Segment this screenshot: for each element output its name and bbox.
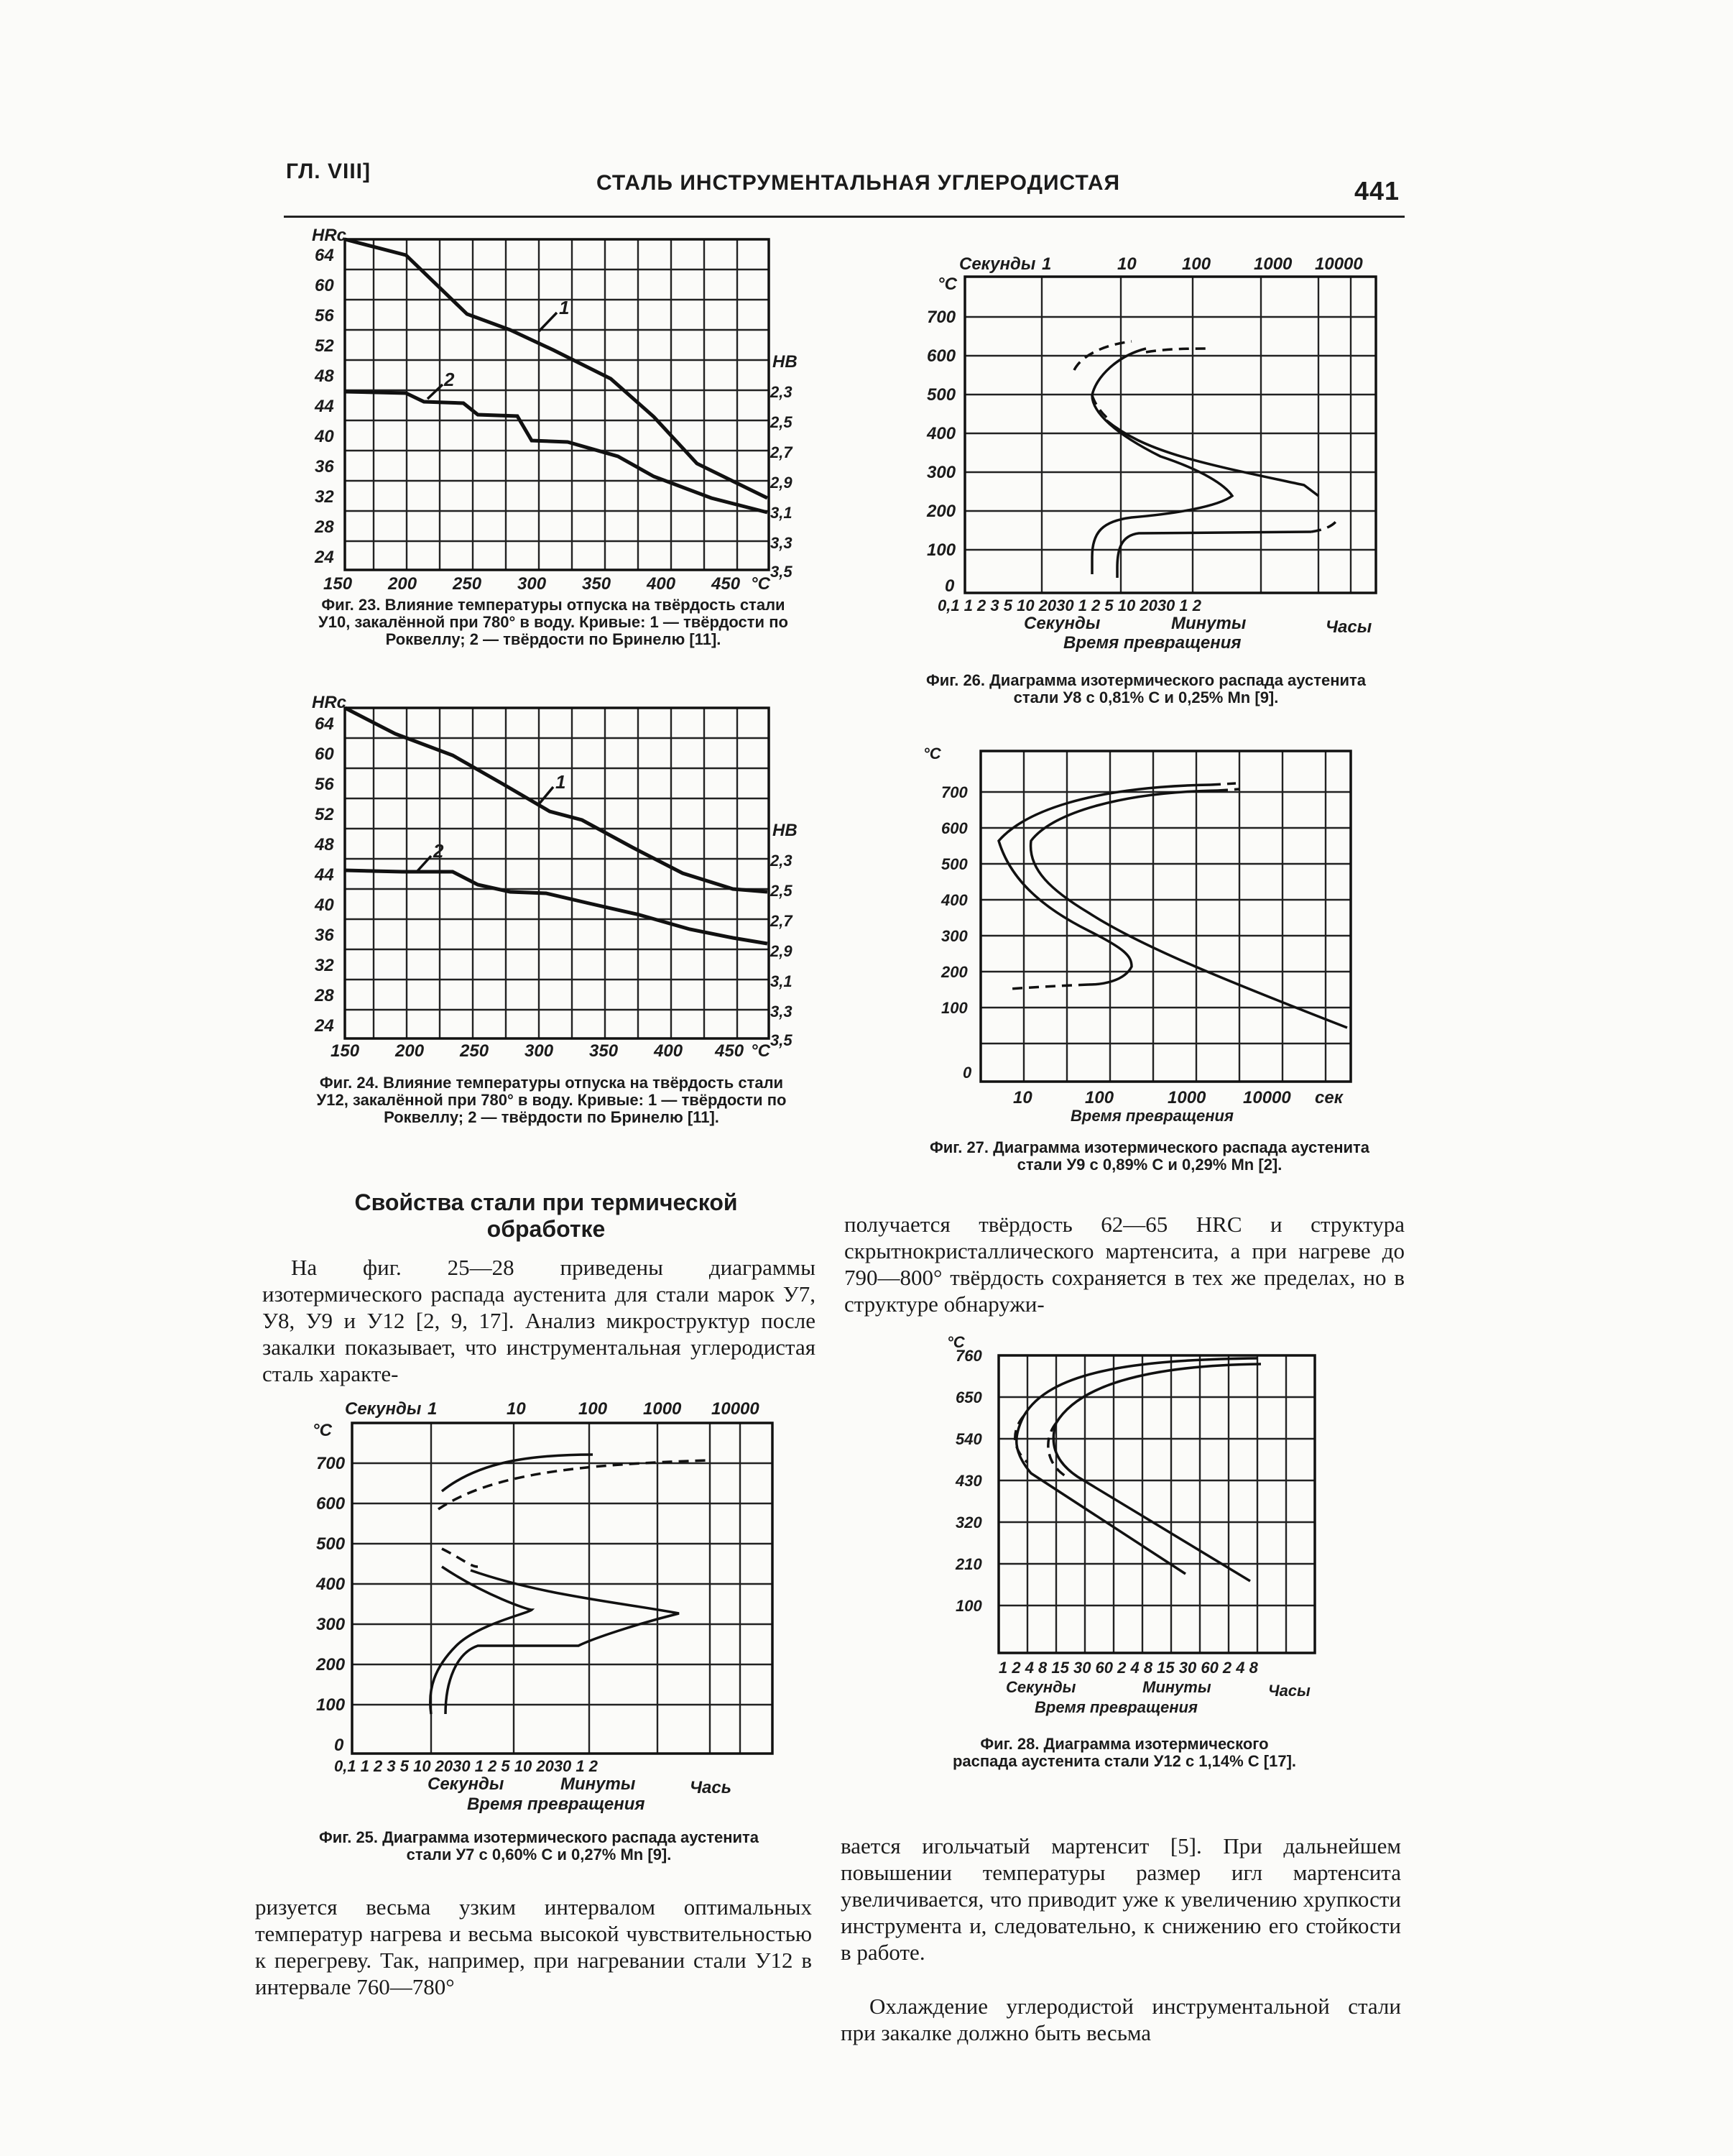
- fig27-y-tick: 600: [941, 819, 968, 837]
- fig27-x-tick: 1000: [1168, 1088, 1206, 1107]
- fig25-y-tick: 200: [316, 1655, 346, 1674]
- fig24-hb-ticks: [770, 852, 793, 1049]
- fig24-left-axis-label: HRc: [312, 693, 347, 712]
- fig24-x-ticks: [331, 1041, 771, 1061]
- figure-23-chart: [302, 226, 798, 594]
- page-number: 441: [1354, 176, 1400, 206]
- fig24-y-tick: 44: [315, 865, 334, 885]
- fig23-frame: [345, 239, 769, 570]
- fig24-y-tick: 28: [315, 986, 334, 1005]
- fig23-hb-ticks: [770, 383, 793, 581]
- figure-27-caption: Фиг. 27. Диаграмма изотермического распада аустенита стали У9 с 0,89% С и 0,29% Мn [2].: [929, 1138, 1370, 1174]
- fig26-y-tick: 200: [927, 502, 956, 521]
- fig24-y-tick: 48: [315, 835, 334, 854]
- fig24-hb-tick: 3,3: [770, 1003, 792, 1021]
- figure-28-caption: Фиг. 28. Диаграмма изотермического распада аустенита стали У12 с 1,14% С [17].: [952, 1735, 1297, 1770]
- fig24-y-tick: 36: [315, 926, 334, 945]
- fig23-hb-tick: 2,3: [770, 383, 792, 401]
- fig23-y-tick: 24: [315, 548, 334, 567]
- fig26-y-tick: 600: [927, 346, 956, 366]
- fig26-y-tick: 400: [927, 424, 956, 443]
- fig24-x-tick: 200: [395, 1041, 425, 1061]
- fig23-y-tick: 64: [315, 246, 334, 265]
- fig23-y-tick: 52: [315, 336, 334, 356]
- fig23-y-tick: 44: [315, 397, 334, 416]
- fig26-finish-curve-upper-ext: [1146, 349, 1211, 352]
- fig24-hb-tick: 3,1: [770, 972, 792, 990]
- fig25-top-tick: 1: [428, 1399, 438, 1419]
- fig23-y-tick: 60: [315, 276, 334, 295]
- fig25-top-tick: 100: [578, 1399, 608, 1419]
- fig27-start-curve-ext: [1009, 985, 1089, 989]
- fig26-top-tick: 1000: [1254, 254, 1293, 274]
- fig25-x-title: Время превращения: [467, 1795, 645, 1814]
- fig23-y-tick: 56: [315, 306, 334, 326]
- fig24-curve-1-label: 1: [555, 771, 566, 793]
- fig24-y-tick: 32: [315, 956, 334, 975]
- fig28-y-unit: °C: [947, 1333, 965, 1351]
- fig25-y-ticks: [315, 1454, 346, 1755]
- fig23-hb-tick: 3,3: [770, 534, 792, 552]
- fig28-y-tick: 540: [956, 1430, 982, 1448]
- fig24-hb-tick: 2,5: [770, 882, 792, 900]
- fig28-y-tick: 100: [956, 1597, 982, 1615]
- fig23-y-tick: 28: [315, 517, 334, 537]
- fig23-x-tick: 250: [453, 574, 482, 594]
- fig26-x-title: Время превращения: [1063, 633, 1242, 653]
- fig24-y-tick: 40: [315, 895, 334, 915]
- fig27-y-tick: 400: [941, 891, 968, 909]
- fig27-x-unit: сек: [1315, 1088, 1343, 1107]
- fig25-y-tick: 100: [316, 1695, 346, 1715]
- fig25-top-ticks: [428, 1399, 759, 1419]
- fig28-y-tick: 760: [956, 1347, 982, 1365]
- fig27-x-tick: 10000: [1243, 1088, 1291, 1107]
- figure-28-chart: [927, 1330, 1344, 1732]
- figure-23-caption: Фиг. 23. Влияние температуры отпуска на твёрдость стали У10, закалённой при 780° в воду. Кривые: 1 — твёрдости по Роквеллу; 2 — твёрдости по Бринелю [11].: [318, 596, 788, 648]
- fig27-x-tick: 10: [1013, 1088, 1032, 1107]
- fig26-y-tick: 500: [927, 385, 956, 405]
- fig26-top-axis-label: Секунды: [959, 254, 1036, 274]
- fig26-lower-start-ext: [1092, 564, 1117, 579]
- paragraph-right-3: Охлаждение углеродистой инструментальной стали при закалке должно быть весьма: [841, 1994, 1401, 2045]
- fig26-unit-seconds: Секунды: [1024, 614, 1101, 633]
- fig27-start-curve: [999, 785, 1211, 985]
- fig28-unit-hours: Часы: [1268, 1682, 1311, 1700]
- fig25-top-tick: 10: [507, 1399, 526, 1419]
- fig24-y-tick: 60: [315, 745, 334, 764]
- fig27-finish-curve: [1031, 791, 1347, 1028]
- header-rule: [284, 216, 1405, 218]
- fig25-top-tick: 1000: [643, 1399, 682, 1419]
- fig24-y-tick: 64: [315, 714, 334, 734]
- figure-26-chart: [902, 248, 1390, 665]
- section-heading: Свойства стали при термической обработке: [354, 1189, 738, 1242]
- fig24-x-tick: 150: [331, 1041, 360, 1061]
- figure-25-caption: Фиг. 25. Диаграмма изотермического распада аустенита стали У7 с 0,60% С и 0,27% Мn [9].: [318, 1828, 759, 1864]
- fig23-x-ticks: [323, 574, 771, 594]
- fig23-x-tick: 450: [711, 574, 741, 594]
- fig26-y-tick: 700: [927, 308, 956, 327]
- fig23-y-tick: 32: [315, 487, 334, 507]
- fig25-y-tick: 500: [316, 1534, 346, 1554]
- fig28-frame: [999, 1355, 1315, 1653]
- fig24-hb-tick: 2,3: [770, 852, 792, 870]
- fig26-grid: [965, 277, 1376, 593]
- fig26-top-tick: 10000: [1315, 254, 1363, 274]
- fig26-top-tick: 10: [1117, 254, 1137, 274]
- fig24-x-unit: °C: [751, 1041, 770, 1061]
- paragraph-left-2: ризуется весьма узким интервалом оптимальных температур нагрева и весьма высокой чувствительностью к перегреву. Так, например, при нагревании стали У12 в интервале 760—780°: [255, 1894, 812, 1999]
- fig23-leader-1: [539, 313, 557, 331]
- fig26-unit-minutes: Минуты: [1171, 614, 1247, 633]
- figure-25-chart: [291, 1394, 808, 1818]
- fig24-curve-2-label: 2: [433, 840, 444, 862]
- fig25-y-tick: 300: [316, 1615, 346, 1634]
- fig24-y-tick: 56: [315, 775, 334, 794]
- fig26-top-tick: 1: [1042, 254, 1052, 274]
- fig23-x-tick: 200: [388, 574, 417, 594]
- fig27-frame: [981, 751, 1351, 1082]
- chapter-label: ГЛ. VIII]: [286, 160, 371, 183]
- fig26-y-tick: 0: [945, 576, 955, 596]
- fig28-finish-curve-ext: [1048, 1423, 1067, 1477]
- fig28-unit-seconds: Секунды: [1006, 1678, 1076, 1696]
- fig24-y-ticks: [314, 714, 334, 1036]
- paragraph-right-1: получается твёрдость 62—65 HRC и структура скрытнокристаллического мартенсита, а при нагреве до 790—800° твёрдость сохраняется в тех же пределах, но в структуре обнаружи-: [844, 1212, 1405, 1317]
- paragraph-right-2: вается игольчатый мартенсит [5]. При дальнейшем повышении температуры размер игл мартенсита увеличивается, что приводит уже к увеличению хрупкости инструмента и, следовательно, к снижению его стойкости в работе.: [841, 1833, 1401, 1965]
- fig25-bottom-ticks: 0,1 1 2 3 5 10 2030 1 2 5 10 2030 1 2: [334, 1757, 598, 1775]
- fig25-start-curve-upper-ext: [438, 1460, 708, 1509]
- fig26-y-tick: 100: [927, 540, 956, 560]
- fig23-x-unit: °C: [751, 574, 770, 594]
- fig24-x-tick: 300: [524, 1041, 554, 1061]
- fig27-y-tick: 0: [963, 1064, 972, 1082]
- fig25-start-curve-lower-ext: [442, 1549, 478, 1567]
- fig24-x-tick: 250: [460, 1041, 489, 1061]
- fig23-y-ticks: [314, 246, 334, 567]
- fig27-y-tick: 500: [941, 855, 968, 873]
- fig23-curve-2-label: 2: [444, 369, 455, 390]
- fig24-y-tick: 52: [315, 805, 334, 824]
- running-title: СТАЛЬ ИНСТРУМЕНТАЛЬНАЯ УГЛЕРОДИСТАЯ: [596, 171, 1121, 195]
- fig28-y-tick: 320: [956, 1514, 982, 1531]
- fig25-unit-seconds: Секунды: [428, 1774, 504, 1794]
- fig26-finish-curve: [1106, 420, 1318, 496]
- fig24-right-axis-label: HB: [772, 821, 798, 840]
- fig25-unit-hours: Чась: [690, 1778, 731, 1797]
- fig28-y-tick: 650: [956, 1388, 982, 1406]
- fig25-grid: [352, 1423, 772, 1754]
- figure-24-caption: Фиг. 24. Влияние температуры отпуска на твёрдость стали У12, закалённой при 780° в воду. Кривые: 1 — твёрдости по Роквеллу; 2 — твёрдости по Бринелю [11].: [316, 1074, 787, 1126]
- fig23-x-tick: 300: [517, 574, 547, 594]
- fig27-x-tick: 100: [1085, 1088, 1114, 1107]
- fig27-y-tick: 100: [941, 999, 968, 1017]
- fig28-y-ticks: [955, 1347, 982, 1615]
- fig23-right-axis-label: HB: [772, 352, 798, 372]
- fig23-left-axis-label: HRc: [312, 226, 347, 245]
- fig23-hb-tick: 2,7: [770, 443, 792, 461]
- fig23-curve-1-label: 1: [559, 297, 570, 318]
- fig25-finish-curve: [445, 1570, 679, 1714]
- figure-24-chart: [302, 686, 798, 1061]
- fig27-y-ticks: [941, 783, 972, 1082]
- fig27-y-tick: 200: [941, 963, 968, 981]
- fig24-hb-tick: 3,5: [770, 1031, 792, 1049]
- fig26-y-ticks: [926, 308, 956, 596]
- fig24-y-tick: 24: [315, 1016, 334, 1036]
- fig25-start-curve-upper: [442, 1455, 593, 1491]
- fig24-x-tick: 400: [654, 1041, 683, 1061]
- fig27-y-unit: °C: [923, 745, 941, 763]
- fig24-leader-1: [539, 787, 553, 804]
- fig25-unit-minutes: Минуты: [560, 1774, 636, 1794]
- fig28-grid: [999, 1355, 1315, 1653]
- paragraph-left-1: На фиг. 25—28 приведены диаграммы изотермического распада аустенита для стали марок У7, У8, У9 и У12 [2, 9, 17]. Анализ микроструктур после закалки показывает, что инструментальная углеродистая сталь характе-: [262, 1255, 815, 1386]
- fig26-top-tick: 100: [1182, 254, 1211, 274]
- fig27-x-title: Время превращения: [1071, 1107, 1234, 1125]
- fig26-y-tick: 300: [927, 463, 956, 482]
- fig28-x-title: Время превращения: [1035, 1698, 1198, 1716]
- fig25-top-tick: 10000: [711, 1399, 759, 1419]
- fig24-hb-tick: 2,7: [770, 912, 792, 930]
- fig26-unit-hours: Часы: [1326, 617, 1372, 637]
- fig25-y-tick: 600: [316, 1494, 346, 1514]
- fig23-hb-tick: 2,9: [770, 474, 792, 492]
- fig24-x-tick: 350: [589, 1041, 619, 1061]
- fig25-start-curve-lower: [430, 1567, 532, 1714]
- fig23-y-tick: 36: [315, 457, 334, 476]
- fig23-hb-tick: 3,5: [770, 563, 792, 581]
- fig25-y-tick: 0: [334, 1736, 344, 1755]
- fig27-x-ticks: [1013, 1088, 1344, 1107]
- fig25-y-tick: 400: [316, 1575, 346, 1594]
- fig23-x-tick: 350: [582, 574, 611, 594]
- fig27-grid: [981, 751, 1351, 1082]
- fig25-y-tick: 700: [316, 1454, 346, 1473]
- fig26-frame: [965, 277, 1376, 593]
- fig24-x-tick: 450: [715, 1041, 744, 1061]
- figure-27-chart: [909, 740, 1397, 1143]
- fig26-y-unit: °C: [938, 275, 957, 294]
- fig28-unit-minutes: Минуты: [1142, 1678, 1211, 1696]
- fig26-top-ticks: [1042, 254, 1363, 274]
- fig25-top-axis-label: Секунды: [345, 1399, 422, 1419]
- fig25-y-unit: °C: [313, 1421, 332, 1440]
- fig23-hb-tick: 2,5: [770, 413, 792, 431]
- fig28-y-tick: 210: [956, 1555, 982, 1573]
- fig28-bottom-ticks: 1 2 4 8 15 30 60 2 4 8 15 30 60 2 4 8: [999, 1659, 1258, 1677]
- fig24-hb-tick: 2,9: [770, 942, 792, 960]
- fig23-y-tick: 40: [315, 427, 334, 446]
- fig28-y-tick: 430: [956, 1472, 982, 1490]
- fig23-x-tick: 150: [323, 574, 353, 594]
- fig23-grid: [345, 239, 769, 570]
- fig26-finish-curve-lower-ext: [1311, 521, 1336, 532]
- fig27-y-tick: 700: [941, 783, 968, 801]
- fig23-x-tick: 400: [647, 574, 676, 594]
- fig23-hb-tick: 3,1: [770, 504, 792, 522]
- fig27-y-tick: 300: [941, 927, 968, 945]
- fig23-y-tick: 48: [315, 367, 334, 386]
- figure-26-caption: Фиг. 26. Диаграмма изотермического распада аустенита стали У8 с 0,81% С и 0,25% Мn [9].: [925, 671, 1367, 706]
- fig26-bottom-ticks: 0,1 1 2 3 5 10 2030 1 2 5 10 2030 1 2: [938, 596, 1201, 614]
- fig28-start-curve: [1017, 1358, 1257, 1574]
